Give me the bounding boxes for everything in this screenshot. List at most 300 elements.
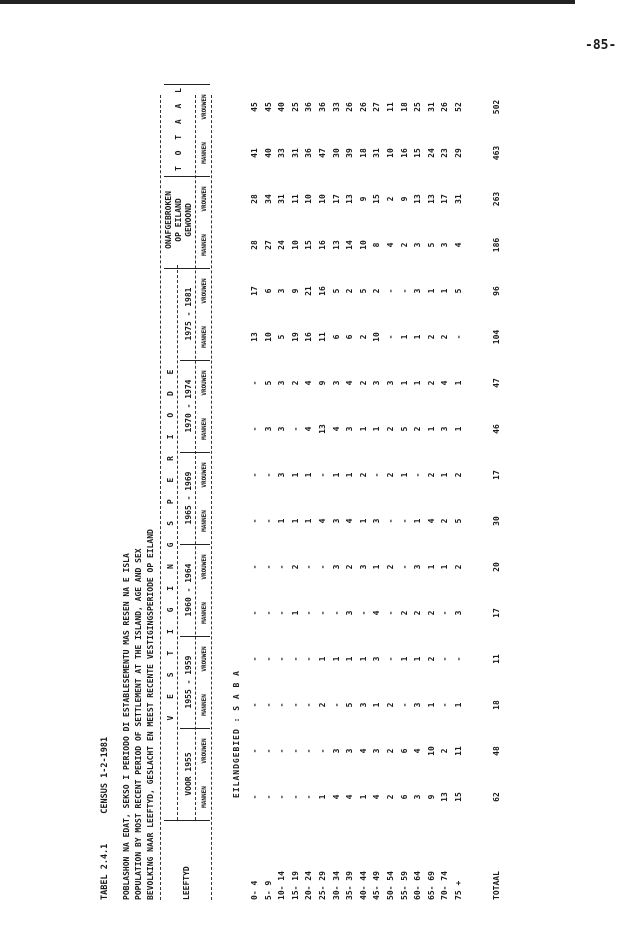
table-cell: 31	[290, 148, 300, 158]
table-cell: 2	[318, 702, 327, 708]
table-cell: 2	[426, 380, 436, 386]
table-cell: 34	[263, 194, 273, 204]
table-cell: 19	[290, 332, 300, 342]
table-cell: 5	[454, 518, 463, 524]
table-cell: 2	[426, 472, 436, 478]
table-cell: -	[454, 334, 463, 340]
table-cell: 3	[413, 288, 423, 294]
table-cell: 36	[304, 102, 314, 112]
table-cell: 2	[440, 748, 450, 754]
table-cell: 5	[263, 380, 273, 386]
table-cell: 1	[454, 426, 463, 432]
table-cell: 3	[331, 748, 341, 754]
table-cell: 31	[372, 148, 382, 158]
table-cell: 10	[263, 332, 273, 342]
table-cell: -	[263, 748, 273, 754]
table-cell: -	[250, 380, 259, 386]
table-cell: 6	[263, 288, 273, 294]
table-cell: -	[277, 702, 287, 708]
table-cell: 3	[345, 610, 355, 616]
table-cell: 3	[358, 702, 368, 708]
table-cell: -	[277, 610, 287, 616]
table-cell: 3	[413, 794, 423, 800]
table-cell: 27	[372, 102, 382, 112]
table-cell: -	[290, 794, 300, 800]
table-cell: -	[250, 656, 259, 662]
column-separator	[164, 820, 210, 821]
table-cell: 2	[440, 518, 450, 524]
column-total: 47	[491, 378, 501, 388]
column-total: 30	[491, 516, 501, 526]
age-group-label: 65- 69	[426, 871, 436, 900]
table-title	[100, 707, 110, 900]
table-cell: -	[440, 610, 450, 616]
period-header: VOOR 1955	[184, 752, 193, 796]
sex-header: VROUWEN	[201, 738, 208, 764]
table-cell: 4	[345, 794, 355, 800]
table-cell: 25	[290, 102, 300, 112]
table-cell: -	[250, 426, 259, 432]
table-cell: -	[358, 610, 368, 616]
age-group-label: 75 +	[454, 880, 463, 900]
table-cell: 3	[372, 656, 382, 662]
column-total: 20	[491, 562, 501, 572]
sex-header: VROUWEN	[201, 278, 208, 304]
table-cell: 1	[372, 426, 382, 432]
column-total: 48	[491, 746, 501, 756]
table-cell: 3	[440, 242, 450, 248]
table-cell: 17	[250, 286, 259, 296]
table-cell: 1	[399, 334, 409, 340]
table-cell: 4	[318, 518, 327, 524]
table-cell: 3	[331, 380, 341, 386]
table-cell: 6	[399, 794, 409, 800]
table-cell: 1	[358, 656, 368, 662]
table-cell: 4	[331, 794, 341, 800]
table-cell: -	[290, 748, 300, 754]
table-cell: 2	[386, 794, 395, 800]
table-cell: 17	[440, 194, 450, 204]
table-cell: 2	[386, 702, 395, 708]
table-cell: -	[250, 794, 259, 800]
table-cell: 2	[426, 610, 436, 616]
table-cell: -	[263, 564, 273, 570]
table-cell: 14	[345, 240, 355, 250]
table-cell: 10	[304, 194, 314, 204]
table-cell: -	[250, 702, 259, 708]
table-cell: 2	[358, 472, 368, 478]
table-cell: 15	[372, 194, 382, 204]
table-cell: 17	[331, 194, 341, 204]
period-header: 1955 - 1959	[184, 655, 193, 709]
table-cell: 3	[331, 518, 341, 524]
table-cell: -	[304, 564, 314, 570]
table-cell: 5	[454, 288, 463, 294]
age-group-label: 25- 29	[318, 871, 327, 900]
table-cell: 9	[290, 288, 300, 294]
page-number: -85-	[585, 38, 617, 53]
table-cell: 3	[345, 426, 355, 432]
table-cell: 1	[413, 380, 423, 386]
table-cell: 24	[277, 240, 287, 250]
table-cell: 1	[358, 794, 368, 800]
age-group-label: 35- 39	[345, 871, 355, 900]
table-cell: -	[454, 656, 463, 662]
onafgebroken-line1: ONAFGEBROKEN	[164, 191, 173, 249]
sex-header: VROUWEN	[201, 94, 208, 120]
table-cell: 1	[318, 656, 327, 662]
table-cell: -	[440, 656, 450, 662]
sex-header: MANNEN	[201, 510, 208, 532]
table-cell: 4	[440, 380, 450, 386]
table-cell: 8	[372, 242, 382, 248]
table-cell: 2	[372, 288, 382, 294]
divider	[160, 95, 161, 900]
table-cell: -	[250, 610, 259, 616]
divider	[211, 95, 212, 900]
column-total: 186	[491, 237, 501, 253]
table-cell: 45	[250, 102, 259, 112]
table-cell: 10	[358, 240, 368, 250]
column-total: 11	[491, 654, 501, 664]
table-cell: 1	[358, 426, 368, 432]
table-cell: 9	[399, 196, 409, 202]
table-cell: 3	[413, 702, 423, 708]
period-header: 1965 - 1969	[184, 471, 193, 525]
table-cell: 27	[263, 240, 273, 250]
table-cell: 1	[413, 656, 423, 662]
table-cell: 13	[426, 194, 436, 204]
onafgebroken-line3: GEWOOND	[184, 203, 193, 237]
table-cell: 10	[318, 194, 327, 204]
table-cell: 16	[304, 332, 314, 342]
table-cell: 31	[277, 194, 287, 204]
table-cell: 15	[304, 240, 314, 250]
table-cell: 5	[358, 288, 368, 294]
table-cell: 2	[386, 196, 395, 202]
table-cell: 45	[263, 102, 273, 112]
table-cell: -	[304, 610, 314, 616]
sex-header: VROUWEN	[201, 186, 208, 212]
table-cell: -	[263, 656, 273, 662]
table-cell: 3	[263, 426, 273, 432]
table-cell: 39	[345, 148, 355, 158]
table-cell: -	[318, 748, 327, 754]
sex-header: VROUWEN	[201, 462, 208, 488]
table-cell: 1	[318, 794, 327, 800]
table-cell: 3	[372, 518, 382, 524]
table-cell: 4	[386, 242, 395, 248]
table-cell: 9	[426, 794, 436, 800]
table-cell: 9	[318, 380, 327, 386]
column-total: 263	[491, 191, 501, 207]
totaal-header: T O T A A L	[174, 85, 183, 171]
table-cell: 28	[250, 194, 259, 204]
table-cell: 1	[426, 426, 436, 432]
table-cell: 2	[290, 380, 300, 386]
table-cell: 2	[454, 564, 463, 570]
table-cell: -	[277, 794, 287, 800]
table-cell: 26	[358, 102, 368, 112]
column-total: 96	[491, 286, 501, 296]
table-cell: 1	[426, 702, 436, 708]
age-group-label: 55- 59	[399, 871, 409, 900]
table-cell: 10	[372, 332, 382, 342]
table-cell: -	[304, 702, 314, 708]
table-cell: 1	[440, 472, 450, 478]
table-cell: -	[304, 656, 314, 662]
table-cell: 15	[454, 792, 463, 802]
table-cell: 3	[358, 564, 368, 570]
age-group-label: 40- 44	[358, 871, 368, 900]
table-cell: 31	[426, 102, 436, 112]
divider	[177, 265, 178, 820]
table-cell: -	[440, 702, 450, 708]
table-cell: 1	[304, 472, 314, 478]
age-group-label: 0- 4	[250, 880, 259, 900]
scan-edge	[0, 0, 575, 4]
caption-dutch: BEVOLKING NAAR LEEFTYD, GESLACHT EN MEEST RECENTE VESTIGINGSPERIODE OP EILAND	[146, 529, 155, 900]
table-cell: 3	[454, 610, 463, 616]
table-cell: 1	[399, 380, 409, 386]
table-cell: 3	[386, 380, 395, 386]
divider	[195, 95, 196, 820]
table-cell: 3	[277, 426, 287, 432]
table-cell: 4	[331, 426, 341, 432]
table-cell: 4	[304, 380, 314, 386]
table-cell: 2	[290, 564, 300, 570]
table-cell: 36	[318, 102, 327, 112]
age-group-label: 50- 54	[386, 871, 395, 900]
table-cell: 15	[413, 148, 423, 158]
table-cell: 3	[277, 288, 287, 294]
table-cell: 2	[386, 564, 395, 570]
table-cell: 4	[358, 748, 368, 754]
table-cell: 1	[345, 472, 355, 478]
table-cell: 4	[413, 748, 423, 754]
table-cell: 2	[386, 748, 395, 754]
table-cell: 2	[440, 334, 450, 340]
island-label: EILANDGEBIED : S A B A	[232, 670, 241, 798]
table-cell: 1	[290, 610, 300, 616]
table-cell: -	[290, 656, 300, 662]
period-header: 1960 - 1964	[184, 563, 193, 617]
sex-header: MANNEN	[201, 418, 208, 440]
table-cell: 4	[426, 518, 436, 524]
table-cell: 3	[372, 748, 382, 754]
table-cell: 11	[290, 194, 300, 204]
table-cell: 13	[440, 792, 450, 802]
column-total: 17	[491, 470, 501, 480]
table-cell: -	[318, 472, 327, 478]
table-cell: 16	[318, 240, 327, 250]
table-cell: 5	[399, 426, 409, 432]
table-cell: -	[386, 288, 395, 294]
table-cell: 29	[454, 148, 463, 158]
table-cell: 23	[440, 148, 450, 158]
table-cell: 11	[454, 746, 463, 756]
table-cell: 41	[250, 148, 259, 158]
sex-header: VROUWEN	[201, 370, 208, 396]
table-cell: 1	[331, 472, 341, 478]
table-cell: 5	[331, 288, 341, 294]
age-group-label: 5- 9	[263, 880, 273, 900]
table-cell: 2	[345, 288, 355, 294]
table-cell: 31	[454, 194, 463, 204]
table-cell: 33	[331, 102, 341, 112]
age-group-label: 60- 64	[413, 871, 423, 900]
table-cell: 1	[413, 518, 423, 524]
sex-header: VROUWEN	[201, 554, 208, 580]
table-cell: 1	[426, 564, 436, 570]
table-cell: 3	[413, 564, 423, 570]
column-total: 104	[491, 329, 501, 345]
table-cell: -	[263, 702, 273, 708]
table-cell: 1	[345, 656, 355, 662]
table-cell: -	[318, 610, 327, 616]
age-group-label: 30- 34	[331, 871, 341, 900]
table-cell: 3	[372, 380, 382, 386]
table-cell: 2	[345, 564, 355, 570]
table-cell: 40	[277, 102, 287, 112]
table-cell: 4	[372, 610, 382, 616]
table-cell: 2	[454, 472, 463, 478]
table-cell: -	[250, 518, 259, 524]
table-cell: 5	[426, 242, 436, 248]
caption-english: POPULATION BY MOST RECENT PERIOD OF SETTLEMENT AT THE ISLAND, AGE AND SEX	[134, 548, 143, 900]
table-cell: 10	[386, 148, 395, 158]
table-cell: -	[331, 702, 341, 708]
rotated-table	[98, 80, 538, 910]
table-cell: 3	[413, 242, 423, 248]
census-date: CENSUS 1-2-1981	[100, 736, 110, 814]
period-header: 1975 - 1981	[184, 287, 193, 341]
table-cell: 30	[331, 148, 341, 158]
table-cell: -	[318, 564, 327, 570]
column-total: 62	[491, 792, 501, 802]
age-group-label: 20- 24	[304, 871, 314, 900]
table-cell: 18	[399, 102, 409, 112]
table-cell: 1	[290, 472, 300, 478]
table-cell: 2	[399, 610, 409, 616]
table-cell: 52	[454, 102, 463, 112]
age-group-label: 15- 19	[290, 871, 300, 900]
table-cell: 1	[331, 656, 341, 662]
table-number: TABEL 2.4.1	[100, 843, 110, 900]
age-group-label: 70- 74	[440, 871, 450, 900]
table-cell: 26	[345, 102, 355, 112]
table-cell: 13	[413, 194, 423, 204]
table-cell: 36	[304, 148, 314, 158]
table-cell: 5	[345, 702, 355, 708]
table-cell: 1	[413, 334, 423, 340]
table-cell: 2	[426, 656, 436, 662]
table-cell: 18	[358, 148, 368, 158]
table-cell: -	[413, 472, 423, 478]
table-cell: -	[386, 334, 395, 340]
table-cell: 9	[358, 196, 368, 202]
table-cell: 3	[331, 564, 341, 570]
table-cell: 2	[413, 426, 423, 432]
table-cell: 1	[440, 564, 450, 570]
table-cell: 3	[345, 748, 355, 754]
table-cell: -	[331, 610, 341, 616]
table-cell: -	[277, 656, 287, 662]
table-cell: 1	[454, 702, 463, 708]
table-cell: 2	[358, 380, 368, 386]
table-cell: 16	[399, 148, 409, 158]
table-cell: 2	[358, 334, 368, 340]
table-cell: -	[250, 748, 259, 754]
table-cell: 3	[440, 426, 450, 432]
column-total: 46	[491, 424, 501, 434]
table-cell: -	[263, 472, 273, 478]
table-cell: -	[263, 794, 273, 800]
table-cell: 13	[250, 332, 259, 342]
table-cell: 4	[372, 794, 382, 800]
table-cell: 1	[304, 518, 314, 524]
sex-header: MANNEN	[201, 142, 208, 164]
table-cell: 16	[318, 286, 327, 296]
table-cell: 33	[277, 148, 287, 158]
table-cell: 13	[345, 194, 355, 204]
total-row-label: TOTAAL	[491, 871, 501, 900]
table-cell: 1	[372, 702, 382, 708]
age-group-label: 45- 49	[372, 871, 382, 900]
table-cell: -	[263, 518, 273, 524]
sex-header: MANNEN	[201, 602, 208, 624]
table-cell: -	[399, 564, 409, 570]
table-cell: -	[290, 702, 300, 708]
table-cell: 25	[413, 102, 423, 112]
table-cell: -	[386, 518, 395, 524]
table-cell: 47	[318, 148, 327, 158]
table-cell: 2	[399, 242, 409, 248]
sex-header: VROUWEN	[201, 646, 208, 672]
table-cell: 4	[454, 242, 463, 248]
sex-header: MANNEN	[201, 234, 208, 256]
table-cell: 5	[277, 334, 287, 340]
table-cell: 2	[386, 472, 395, 478]
onafgebroken-line2: OP EILAND	[174, 198, 183, 242]
table-cell: 6	[399, 748, 409, 754]
table-cell: -	[277, 564, 287, 570]
table-cell: 2	[386, 426, 395, 432]
table-cell: 10	[290, 240, 300, 250]
table-cell: 4	[304, 426, 314, 432]
table-cell: -	[304, 794, 314, 800]
table-cell: 1	[426, 288, 436, 294]
table-cell: 11	[318, 332, 327, 342]
table-cell: -	[263, 610, 273, 616]
table-cell: -	[304, 748, 314, 754]
table-cell: -	[386, 610, 395, 616]
table-cell: -	[250, 564, 259, 570]
table-cell: -	[399, 288, 409, 294]
table-cell: 1	[277, 518, 287, 524]
table-cell: 4	[345, 518, 355, 524]
table-cell: 1	[372, 564, 382, 570]
column-total: 17	[491, 608, 501, 618]
table-cell: 4	[345, 380, 355, 386]
table-cell: 1	[399, 656, 409, 662]
column-total: 502	[491, 99, 501, 115]
table-cell: 6	[331, 334, 341, 340]
table-cell: -	[290, 426, 300, 432]
table-cell: 13	[318, 424, 327, 434]
table-cell: 26	[440, 102, 450, 112]
period-header: 1970 - 1974	[184, 379, 193, 433]
